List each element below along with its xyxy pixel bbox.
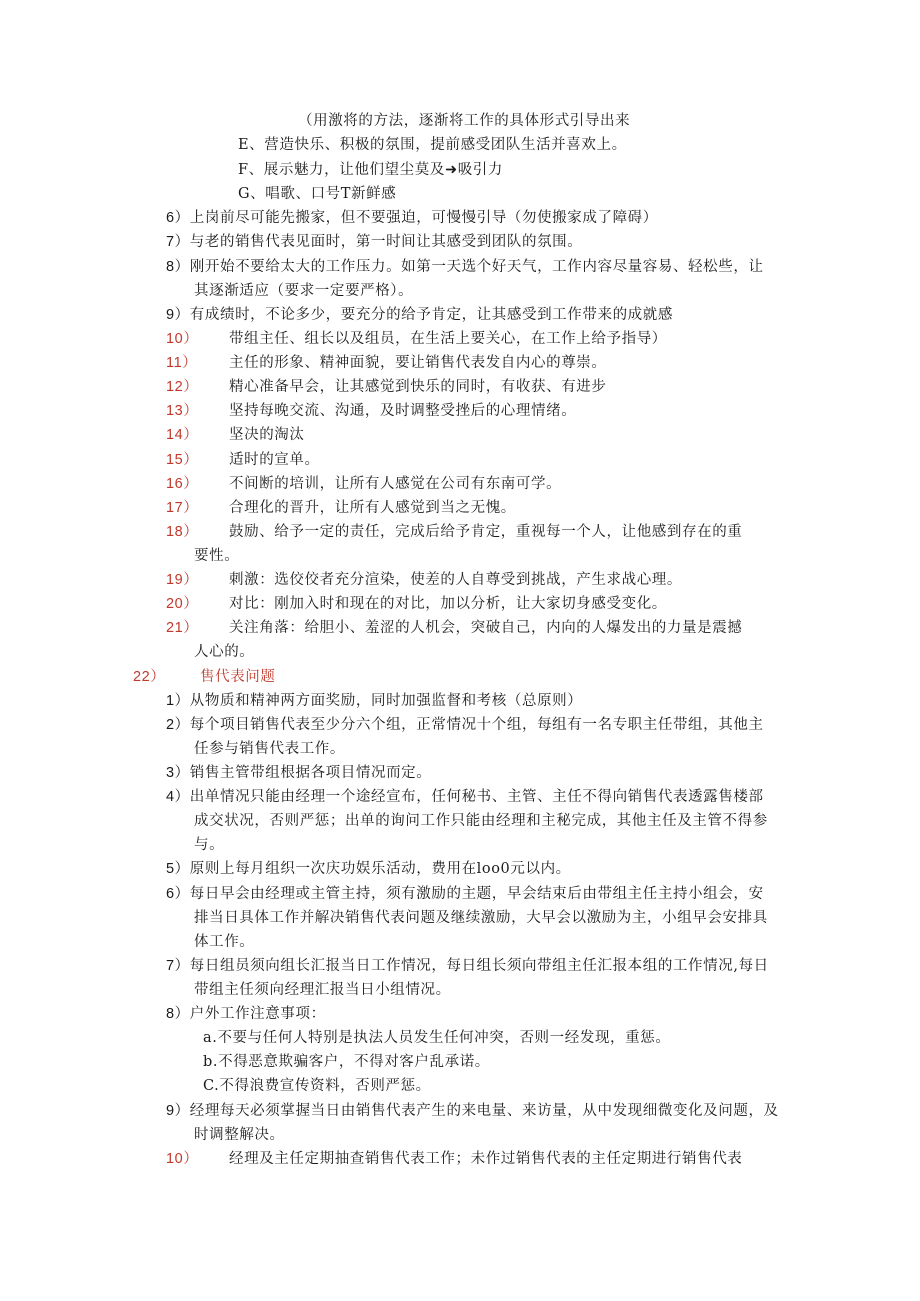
line-text: 刚开始不要给太大的工作压力。如第一天选个好天气，工作内容尽量容易、轻松些，让 (189, 259, 764, 275)
item-number: 15） (166, 452, 199, 468)
item-number: 18） (166, 524, 199, 540)
doc-line-0 (298, 111, 630, 131)
doc-line-14 (166, 450, 320, 470)
item-number: 7） (166, 234, 190, 250)
line-text: C.不得浪费宣传资料，否则严惩。 (203, 1078, 431, 1094)
line-text: 要性。 (194, 548, 240, 564)
line-text: 其逐渐适应（要求一定要严格）。 (194, 283, 414, 299)
line-text: 主任的形象、精神面貌，要让销售代表发自内心的尊崇。 (229, 355, 607, 371)
item-number: 6） (166, 886, 190, 902)
section-heading: 售代表问题 (200, 669, 276, 685)
item-number: 16） (166, 476, 199, 492)
line-text: 精心准备早会，让其感觉到快乐的同时，有收获、有进步 (229, 379, 607, 395)
item-number: 9） (166, 307, 190, 323)
line-text: 每日早会由经理或主管主持，须有激励的主题，早会结束后由带组主任主持小组会，安 (189, 886, 764, 902)
line-text: 出单情况只能由经理一个途经宣布，任何秘书、主管、主任不得向销售代表透露售楼部 (189, 789, 764, 805)
item-number: 22） (133, 669, 166, 685)
item-number: 6） (166, 210, 190, 226)
item-number: 4） (166, 789, 190, 805)
doc-line-16 (166, 498, 516, 518)
item-number: 7） (166, 958, 190, 974)
doc-line-26 (194, 739, 345, 759)
doc-line-13 (166, 425, 305, 445)
doc-line-20 (166, 594, 667, 614)
doc-line-39 (203, 1052, 490, 1072)
line-text: 排当日具体工作并解决销售代表问题及继续激励，大早会以激励为主，小组早会安排具 (194, 910, 768, 926)
line-text: 成交状况，否则严惩；出单的询问工作只能由经理和主秘完成，其他主任及主管不得参 (194, 813, 768, 829)
item-number: 14） (166, 427, 199, 443)
doc-line-40 (203, 1076, 431, 1096)
line-text: 与老的销售代表见面时，第一时间让其感受到团队的氛围。 (189, 234, 583, 250)
doc-line-8 (166, 305, 673, 325)
doc-line-11 (166, 377, 607, 397)
item-number: 10） (166, 1151, 199, 1167)
line-text: 经理每天必须掌握当日由销售代表产生的来电量、来访量，从中发现细微变化及问题，及 (189, 1103, 779, 1119)
doc-line-12 (166, 401, 576, 421)
doc-line-2 (238, 160, 503, 180)
item-number: 5） (166, 861, 190, 877)
item-number: 13） (166, 403, 199, 419)
item-number: 2） (166, 717, 190, 733)
line-text: 从物质和精神两方面奖励，同时加强监督和考核（总原则） (189, 693, 583, 709)
doc-line-19 (166, 570, 682, 590)
doc-line-27 (166, 763, 431, 783)
doc-line-35 (166, 956, 769, 976)
item-number: 17） (166, 500, 199, 516)
line-text: 销售主管带组根据各项目情况而定。 (189, 765, 432, 781)
doc-line-24 (166, 691, 582, 711)
doc-line-25 (166, 715, 764, 735)
line-text: 带组主任须向经理汇报当日小组情况。 (194, 982, 451, 998)
doc-line-1 (238, 135, 627, 155)
line-text: G、唱歌、口号T新鲜感 (238, 186, 397, 202)
doc-line-36 (194, 980, 451, 1000)
doc-line-23 (133, 667, 276, 687)
line-text: E、营造快乐、积极的氛围，提前感受团队生活并喜欢上。 (238, 137, 627, 153)
line-text: 户外工作注意事项： (189, 1006, 326, 1022)
doc-line-30 (194, 835, 224, 855)
line-text: 每个项目销售代表至少分六个组，正常情况十个组，每组有一名专职主任带组，其他主 (189, 717, 764, 733)
line-text: 任参与销售代表工作。 (194, 741, 345, 757)
line-text: a.不要与任何人特别是执法人员发生任何冲突，否则一经发现，重惩。 (203, 1030, 671, 1046)
line-text: 上岗前尽可能先搬家，但不要强迫，可慢慢引导（勿使搬家成了障碍） (189, 210, 658, 226)
item-number: 3） (166, 765, 190, 781)
line-text: 原则上每月组织一次庆功娱乐活动，费用在loo0元以内。 (189, 861, 571, 877)
doc-line-6 (166, 257, 764, 277)
line-text: 坚决的淘汰 (229, 427, 305, 443)
doc-line-3 (238, 184, 396, 204)
line-text: 每日组员须向组长汇报当日工作情况，每日组长须向带组主任汇报本组的工作情况,每日 (189, 958, 769, 974)
doc-line-41 (166, 1101, 779, 1121)
item-number: 8） (166, 259, 190, 275)
item-number: 12） (166, 379, 199, 395)
line-text: 坚持每晚交流、沟通，及时调整受挫后的心理情绪。 (229, 403, 577, 419)
doc-line-37 (166, 1004, 326, 1024)
doc-line-31 (166, 859, 571, 879)
line-text: 关注角落：给胆小、羞涩的人机会，突破自己，内向的人爆发出的力量是震撼 (229, 620, 743, 636)
line-text: 与。 (194, 837, 225, 853)
item-number: 9） (166, 1103, 190, 1119)
doc-line-5 (166, 232, 582, 252)
line-text: 鼓励、给予一定的责任，完成后给予肯定，重视每一个人，让他感到存在的重 (229, 524, 743, 540)
line-text: b.不得恶意欺骗客户，不得对客户乱承诺。 (203, 1054, 490, 1070)
line-text: F、展示魅力，让他们望尘莫及➜吸引力 (238, 162, 504, 178)
doc-line-32 (166, 884, 764, 904)
doc-line-15 (166, 474, 561, 494)
doc-line-28 (166, 787, 764, 807)
doc-line-17 (166, 522, 742, 542)
item-number: 10） (166, 331, 199, 347)
line-text: 体工作。 (194, 934, 255, 950)
doc-line-29 (194, 811, 768, 831)
item-number: 21） (166, 620, 199, 636)
item-number: 1） (166, 693, 190, 709)
line-text: 经理及主任定期抽查销售代表工作；未作过销售代表的主任定期进行销售代表 (229, 1151, 743, 1167)
line-text: 刺激：选佼佼者充分渲染，使差的人自尊受到挑战，产生求战心理。 (229, 572, 682, 588)
line-text: 带组主任、组长以及组员，在生活上要关心，在工作上给予指导） (229, 331, 667, 347)
doc-line-21 (166, 618, 742, 638)
line-text: 合理化的晋升，让所有人感觉到当之无愧。 (229, 500, 516, 516)
line-text: （用激将的方法，逐渐将工作的具体形式引导出来 (298, 113, 631, 129)
line-text: 适时的宣单。 (229, 452, 320, 468)
doc-line-9 (166, 329, 667, 349)
line-text: 时调整解决。 (194, 1127, 285, 1143)
doc-line-22 (194, 642, 254, 662)
doc-line-18 (194, 546, 239, 566)
item-number: 20） (166, 596, 199, 612)
item-number: 11） (166, 355, 198, 371)
doc-line-7 (194, 281, 413, 301)
line-text: 不间断的培训，让所有人感觉在公司有东南可学。 (229, 476, 562, 492)
doc-line-43 (166, 1149, 742, 1169)
doc-line-33 (194, 908, 768, 928)
line-text: 人心的。 (194, 644, 255, 660)
line-text: 对比：刚加入时和现在的对比，加以分析，让大家切身感受变化。 (229, 596, 667, 612)
doc-line-4 (166, 208, 658, 228)
item-number: 19） (166, 572, 199, 588)
line-text: 有成绩时，不论多少，要充分的给予肯定，让其感受到工作带来的成就感 (189, 307, 673, 323)
item-number: 8） (166, 1006, 190, 1022)
doc-line-38 (203, 1028, 670, 1048)
doc-line-10 (166, 353, 607, 373)
doc-line-42 (194, 1125, 285, 1145)
doc-line-34 (194, 932, 254, 952)
